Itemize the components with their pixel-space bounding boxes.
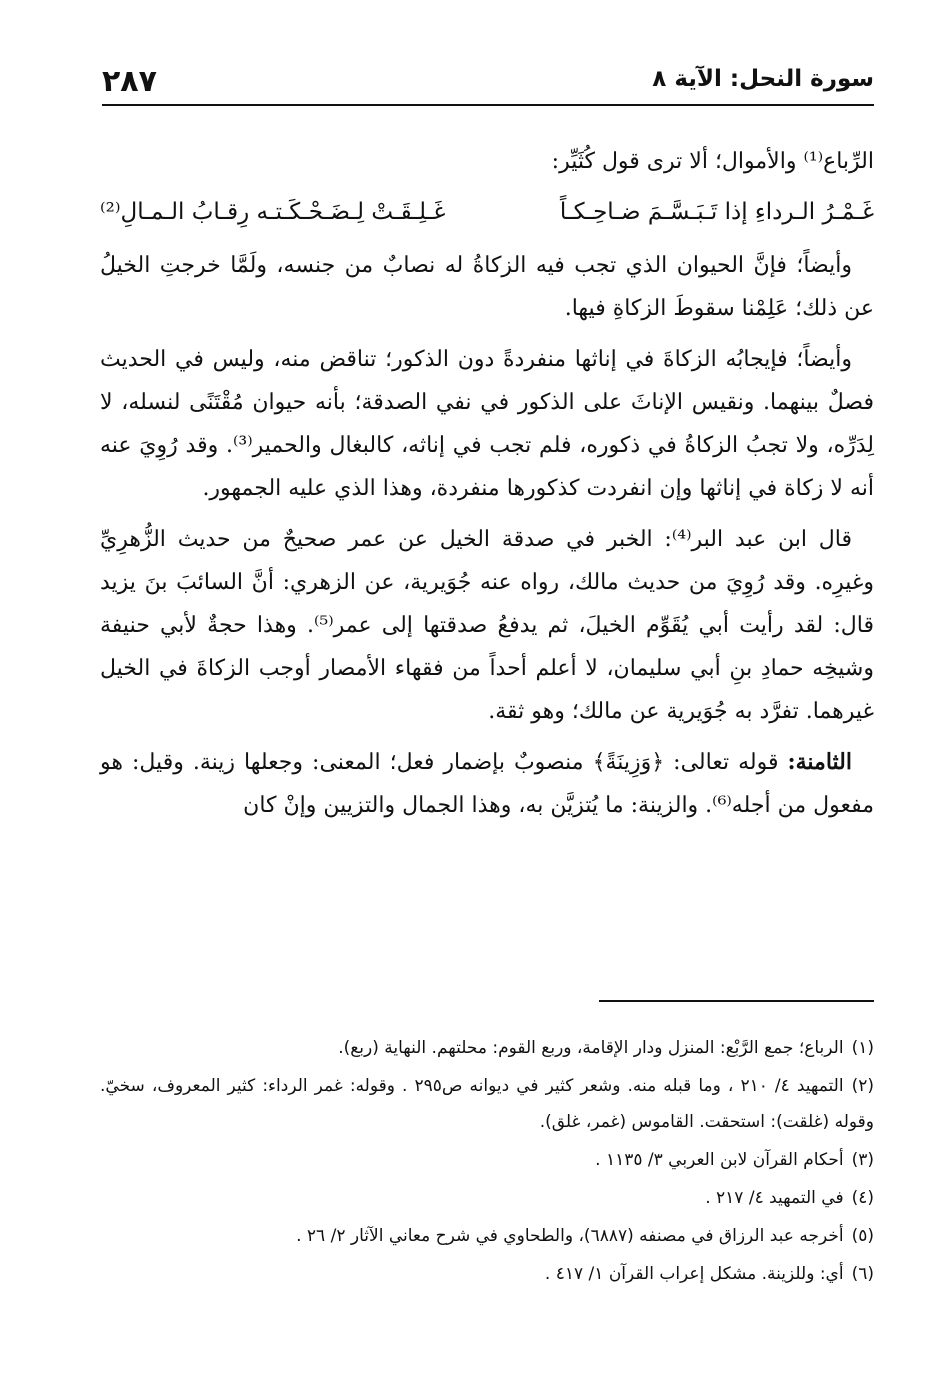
paragraph: وأيضاً؛ فإيجابُه الزكاةَ في إناثها منفردةً دون الذكور؛ تناقض منه، وليس في الحديث فصلٌ بينهما. ونقيس الإناثَ على الذكور في نفي الصدقة؛ بأنه حيوان مُقْتَنًى لنسله، لا لِدَرِّه، ولا تجبُ الزكاةُ في ذكوره، فلم تجب في إناثه، كالبغال والحمير⁽³⁾. وقد رُوِيَ عنه أنه لا زكاة في إناثها وإن انفردت كذكورها منفردة، وهذا الذي عليه الجمهور. <box>100 347 874 501</box>
footnote <box>100 1068 874 1140</box>
footnote-text: أي: وللزينة. مشكل إعراب القرآن ١/ ٤١٧ . <box>544 1264 844 1284</box>
section-lead: الثامنة: <box>787 749 852 775</box>
paragraph: قال ابن عبد البر⁽⁴⁾: الخبر في صدقة الخيل عن عمر صحيحٌ من حديث الزُّهرِيِّ وغيرِه. وقد رُوِيَ من حديث مالك، رواه عنه جُوَيرية، عن الزهري: أنَّ السائبَ بنَ يزيد قال: لقد رأيت أبي يُقَوِّم الخيلَ، ثم يدفعُ صدقتها إلى عمر⁽⁵⁾. وهذا حجةٌ لأبي حنيفة وشيخِه حمادِ بنِ أبي سليمان، لا أعلم أحداً من فقهاء الأمصار أوجب الزكاةَ في الخيل غيرهما. تفرَّد به جُوَيرية عن مالك؛ وهو ثقة. <box>100 527 874 724</box>
paragraph: الرِّباع⁽¹⁾ والأموال؛ ألا ترى قول كُثَيِّر: <box>551 149 874 174</box>
main-text <box>100 140 874 835</box>
footnote <box>100 1256 874 1292</box>
footnote <box>100 1142 874 1178</box>
footnote-number: (٣) <box>851 1150 874 1170</box>
footnote-number: (٥) <box>851 1226 874 1246</box>
footnote-number: (١) <box>851 1038 874 1058</box>
footnote <box>100 1180 874 1216</box>
verse-second-hemistich: غَـلِـقَـتْ لِـضَـحْـكَـتـه رِقـابُ الـمـالِ⁽²⁾ <box>100 199 446 225</box>
footnote-divider <box>599 1000 874 1002</box>
paragraph: وأيضاً؛ فإنَّ الحيوان الذي تجب فيه الزكاةُ له نصابٌ من جنسه، ولَمَّا خرجتِ الخيلُ عن ذلك؛ عَلِمْنا سقوطَ الزكاةِ فيها. <box>100 253 874 321</box>
poetry-verse <box>100 191 874 234</box>
page-number: ٢٨٧ <box>102 64 157 99</box>
footnote-number: (٢) <box>851 1076 875 1096</box>
page-header <box>102 60 874 106</box>
footnote-number: (٦) <box>851 1264 874 1284</box>
paragraph <box>100 741 874 827</box>
footnotes <box>100 1030 874 1294</box>
footnote <box>100 1218 874 1254</box>
paragraph-text: قوله تعالى: ﴿وَزِينَةً﴾ منصوبٌ بإضمار فعل؛ المعنى: وجعلها زينة. وقيل: هو مفعول من أجله⁽⁶⁾. والزينة: ما يُتزيَّن به، وهذا الجمال والتزيين وإنْ كان <box>100 750 874 818</box>
footnote-text: أحكام القرآن لابن العربي ٣/ ١١٣٥ . <box>595 1150 844 1170</box>
footnote <box>100 1030 874 1066</box>
footnote-text: في التمهيد ٤/ ٢١٧ . <box>705 1188 844 1208</box>
footnote-text: الرباع؛ جمع الرَّبْع: المنزل ودار الإقامة، وربع القوم: محلتهم. النهاية (ربع). <box>338 1038 844 1058</box>
verse-first-hemistich: غَـمْـرُ الـرداءِ إذا تَـبَـسَّـمَ ضـاحِـكـاً <box>559 199 874 225</box>
footnote-number: (٤) <box>851 1188 874 1208</box>
running-title: سورة النحل: الآية ٨ <box>652 66 874 92</box>
footnote-text: التمهيد ٤/ ٢١٠ ، وما قبله منه. وشعر كثير في ديوانه ص٢٩٥ . وقوله: غمر الرداء: كثير المعروف، سخيّ. وقوله (غلقت): استحقت. القاموس (غمر، غلق). <box>100 1076 874 1132</box>
footnote-text: أخرجه عبد الرزاق في مصنفه (٦٨٨٧)، والطحاوي في شرح معاني الآثار ٢/ ٢٦ . <box>296 1226 844 1246</box>
